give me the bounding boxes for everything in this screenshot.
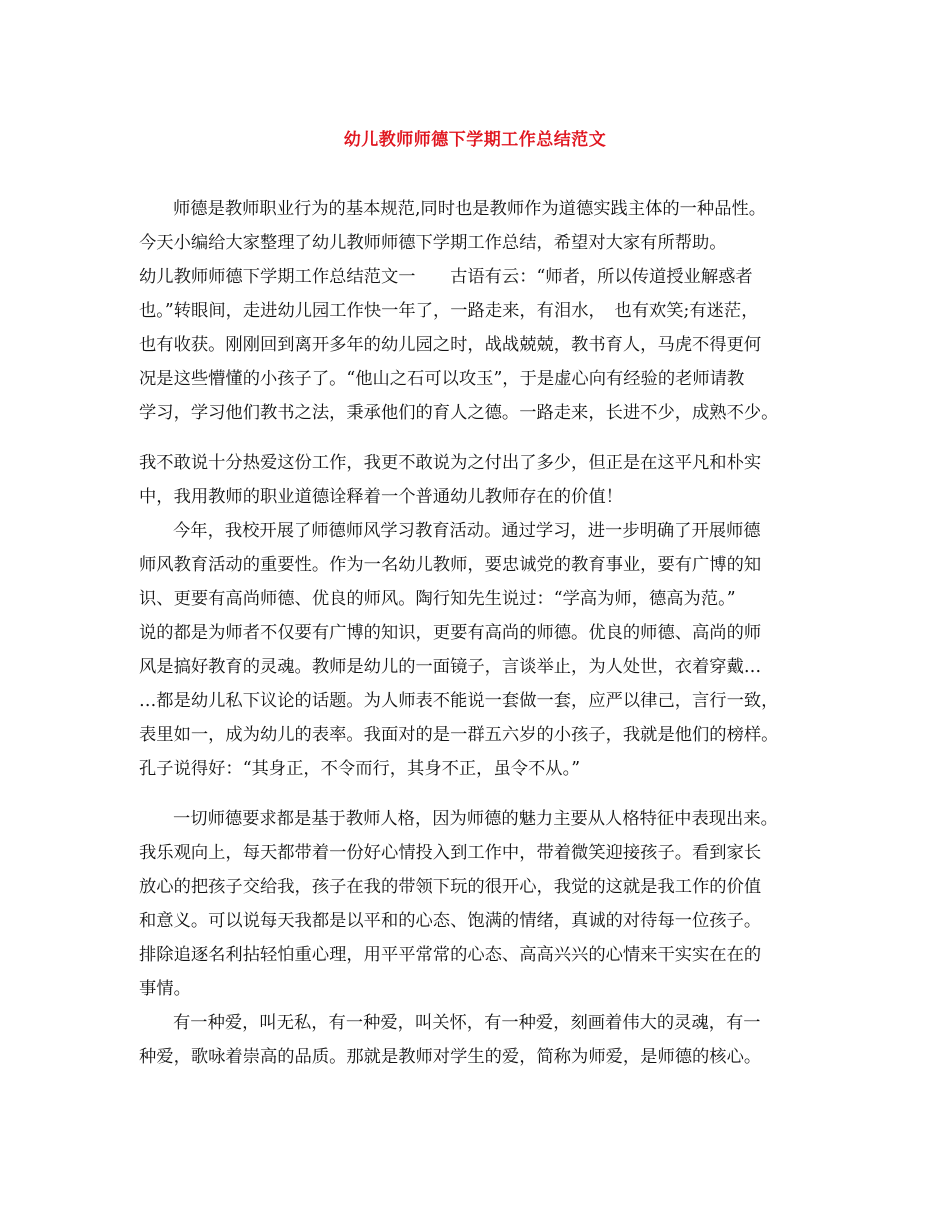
paragraph-line: …都是幼儿私下议论的话题。为人师表不能说一套做一套，应严以律己，言行一致， [139,691,779,711]
paragraph-line: 和意义。可以说每天我都是以平和的心态、饱满的情绪，真诚的对待每一位孩子。 [139,911,762,931]
paragraph-line: 也有收获。刚刚回到离开多年的幼儿园之时，战战兢兢，教书育人，马虎不得更何 [139,335,762,355]
paragraph-line: 事情。 [139,979,191,999]
paragraph-line: 种爱，歌咏着崇高的品质。那就是教师对学生的爱，简称为师爱，是师德的核心。 [139,1047,762,1067]
document-title: 幼儿教师师德下学期工作总结范文 [343,130,607,150]
paragraph-line: 我乐观向上，每天都带着一份好心情投入到工作中，带着微笑迎接孩子。看到家长 [139,843,762,863]
paragraph-line: 放心的把孩子交给我，孩子在我的带领下玩的很开心，我觉的这就是我工作的价值 [139,877,762,897]
paragraph-line: 师德是教师职业行为的基本规范,同时也是教师作为道德实践主体的一种品性。 [173,199,767,219]
paragraph-line: 风是搞好教育的灵魂。教师是幼儿的一面镜子，言谈举止，为人处世，衣着穿戴… [139,657,762,677]
paragraph-line: 说的都是为师者不仅要有广博的知识，更要有高尚的师德。优良的师德、高尚的师 [139,623,762,643]
paragraph-line: 况是这些懵懂的小孩子了。“他山之石可以攻玉”，于是虚心向有经验的老师请教 [139,369,745,389]
paragraph-line: 有一种爱，叫无私，有一种爱，叫关怀，有一种爱，刻画着伟大的灵魂，有一 [173,1013,761,1033]
paragraph-line: 学习，学习他们教书之法，秉承他们的育人之德。一路走来，长进不少，成熟不少。 [139,403,779,423]
paragraph-line: 今年，我校开展了师德师风学习教育活动。通过学习，进一步明确了开展师德 [173,521,761,541]
paragraph-line: 幼儿教师师德下学期工作总结范文一 古语有云：“师者，所以传道授业解惑者 [139,267,753,287]
paragraph-line: 孔子说得好：“其身正，不令而行，其身不正，虽令不从。” [139,759,581,779]
paragraph-line: 中，我用教师的职业道德诠释着一个普通幼儿教师存在的价值！ [139,487,623,507]
paragraph-line: 师风教育活动的重要性。作为一名幼儿教师，要忠诚党的教育事业，要有广博的知 [139,555,762,575]
paragraph-line: 表里如一，成为幼儿的表率。我面对的是一群五六岁的小孩子，我就是他们的榜样。 [139,725,779,745]
paragraph-line: 排除追逐名利拈轻怕重心理，用平平常常的心态、高高兴兴的心情来干实实在在的 [139,945,762,965]
paragraph-line: 我不敢说十分热爱这份工作，我更不敢说为之付出了多少，但正是在这平凡和朴实 [139,453,762,473]
paragraph-line: 识、更要有高尚师德、优良的师风。陶行知先生说过：“学高为师，德高为范。” [139,589,736,609]
paragraph-line: 今天小编给大家整理了幼儿教师师德下学期工作总结，希望对大家有所帮助。 [139,233,727,253]
paragraph-line: 也。”转眼间，走进幼儿园工作快一年了，一路走来，有泪水， 也有欢笑;有迷茫， [139,301,759,321]
paragraph-line: 一切师德要求都是基于教师人格，因为师德的魅力主要从人格特征中表现出来。 [173,809,778,829]
